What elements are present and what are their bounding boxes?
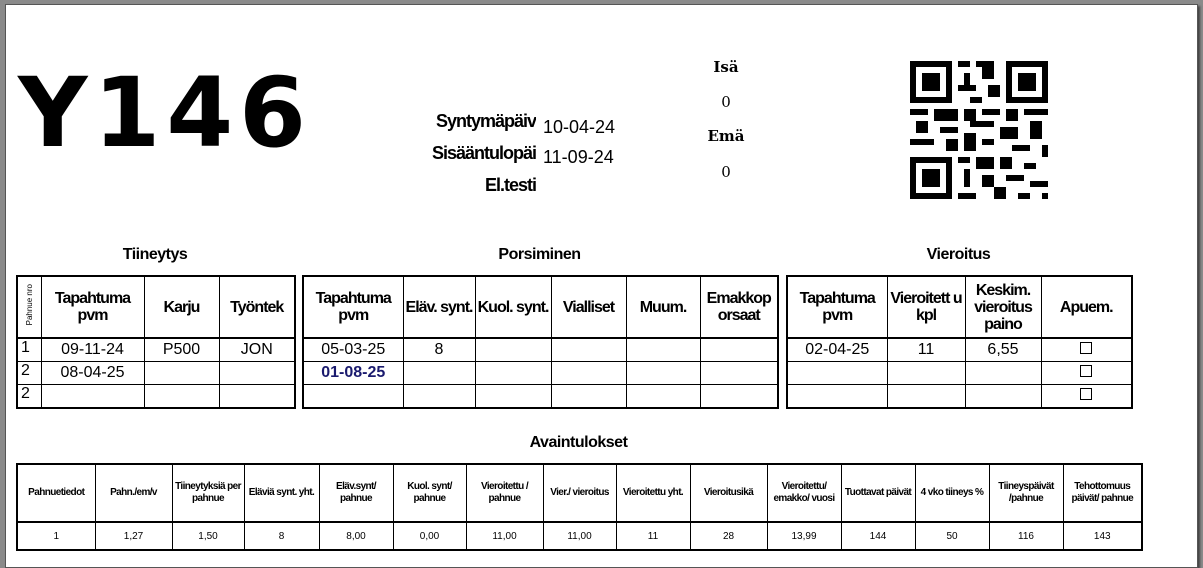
- col-weaned-total: Vieroitettu yht.: [616, 464, 690, 522]
- mummies-cell: [626, 362, 700, 385]
- count-cell: [887, 385, 965, 409]
- birth-date-value: 10-04-24: [543, 117, 616, 137]
- section-mating-title: Tiineytys: [122, 246, 188, 263]
- col-weaning-age: Vieroitusikä: [690, 464, 767, 522]
- father-label: Isä: [713, 58, 739, 76]
- defects-cell: [551, 362, 626, 385]
- table-row: [787, 362, 1132, 385]
- nurse-checkbox[interactable]: [1080, 365, 1092, 377]
- col-worker: Työntek: [219, 276, 295, 338]
- value-cell: 8: [244, 522, 319, 550]
- col-parity: Pahnue nro: [17, 276, 41, 338]
- value-cell: 144: [841, 522, 915, 550]
- col-4wk-pregnancy: 4 vko tiineys %: [915, 464, 989, 522]
- col-sow-piglets: Emakkop orsaat: [700, 276, 778, 338]
- boar-cell: P500: [144, 338, 219, 362]
- weight-cell: [965, 385, 1041, 409]
- nurse-checkbox[interactable]: [1080, 388, 1092, 400]
- boar-cell: [144, 362, 219, 385]
- value-cell: 0,00: [393, 522, 466, 550]
- col-litters-per-sow-year: Pahn./em/v: [95, 464, 172, 522]
- date-cell: [303, 385, 403, 409]
- col-date: Tapahtuma pvm: [41, 276, 144, 338]
- mating-table: [16, 275, 296, 409]
- sow-piglets-cell: [700, 338, 778, 362]
- value-cell: 50: [915, 522, 989, 550]
- sow-piglets-cell: [700, 385, 778, 409]
- qr-code-icon: [910, 61, 1048, 199]
- col-avg-weight: Keskim. vieroitus paino: [965, 276, 1041, 338]
- table-row: [303, 385, 778, 409]
- value-cell: 1,50: [172, 522, 244, 550]
- col-nurse-sow: Apuem.: [1041, 276, 1132, 338]
- table-row: [17, 362, 295, 385]
- defects-cell: [551, 338, 626, 362]
- parity-cell: 1: [17, 338, 41, 362]
- nurse-cell: [1041, 385, 1132, 409]
- col-weaned-per-sow-year: Vieroitettu/ emakko/ vuosi: [767, 464, 841, 522]
- live-cell: [403, 362, 475, 385]
- date-cell: 02-04-25: [787, 338, 887, 362]
- date-cell: [787, 385, 887, 409]
- weight-cell: [965, 362, 1041, 385]
- boar-cell: [144, 385, 219, 409]
- el-test-label: El.testi: [484, 175, 536, 195]
- table-row: [303, 338, 778, 362]
- parity-cell: 2: [17, 362, 41, 385]
- value-cell: 8,00: [319, 522, 393, 550]
- date-cell: 08-04-25: [41, 362, 144, 385]
- col-matings-per-litter: Tiineytyksiä per pahnue: [172, 464, 244, 522]
- value-cell: 116: [989, 522, 1063, 550]
- col-weaned-per-weaning: Vier./ vieroitus: [543, 464, 616, 522]
- col-date: Tapahtuma pvm: [303, 276, 403, 338]
- date-cell: 05-03-25: [303, 338, 403, 362]
- date-cell: [787, 362, 887, 385]
- dead-cell: [475, 338, 551, 362]
- sow-card: [5, 4, 1198, 568]
- col-litter-info: Pahnuetiedot: [17, 464, 95, 522]
- value-cell: 143: [1063, 522, 1142, 550]
- table-row: [787, 385, 1132, 409]
- date-cell: 09-11-24: [41, 338, 144, 362]
- section-key-results-title: Avaintulokset: [529, 434, 628, 451]
- value-cell: 1,27: [95, 522, 172, 550]
- arrival-date-label: Sisääntulopäi: [431, 143, 536, 163]
- col-dead-born: Kuol. synt.: [475, 276, 551, 338]
- defects-cell: [551, 385, 626, 409]
- birth-date-label: Syntymäpäiv: [435, 111, 536, 131]
- section-farrowing-title: Porsiminen: [498, 246, 581, 263]
- mummies-cell: [626, 338, 700, 362]
- live-cell: [403, 385, 475, 409]
- mummies-cell: [626, 385, 700, 409]
- nurse-cell: [1041, 362, 1132, 385]
- farrowing-table: [302, 275, 779, 409]
- col-nonproductive-days: Tehottomuus päivät/ pahnue: [1063, 464, 1142, 522]
- col-mummies: Muum.: [626, 276, 700, 338]
- father-value: 0: [721, 93, 731, 111]
- date-cell: [41, 385, 144, 409]
- dead-cell: [475, 385, 551, 409]
- table-row: [17, 338, 295, 362]
- col-weaned-per-litter: Vieroitettu / pahnue: [466, 464, 543, 522]
- col-productive-days: Tuottavat päivät: [841, 464, 915, 522]
- col-date: Tapahtuma pvm: [787, 276, 887, 338]
- sow-id: Y146: [18, 57, 312, 169]
- count-cell: [887, 362, 965, 385]
- col-defects: Vialliset: [551, 276, 626, 338]
- value-cell: 1: [17, 522, 95, 550]
- col-dead-born-per-litter: Kuol. synt/ pahnue: [393, 464, 466, 522]
- date-cell: 01-08-25: [303, 362, 403, 385]
- worker-cell: [219, 362, 295, 385]
- worker-cell: JON: [219, 338, 295, 362]
- value-cell: 13,99: [767, 522, 841, 550]
- value-cell: 11,00: [543, 522, 616, 550]
- live-cell: 8: [403, 338, 475, 362]
- section-weaning-title: Vieroitus: [926, 246, 991, 263]
- weight-cell: 6,55: [965, 338, 1041, 362]
- worker-cell: [219, 385, 295, 409]
- mother-label: Emä: [707, 127, 745, 145]
- dead-cell: [475, 362, 551, 385]
- col-live-born: Eläv. synt.: [403, 276, 475, 338]
- nurse-cell: [1041, 338, 1132, 362]
- parity-cell: 2: [17, 385, 41, 409]
- nurse-checkbox[interactable]: [1080, 342, 1092, 354]
- table-row: [303, 362, 778, 385]
- mother-value: 0: [721, 163, 731, 181]
- arrival-date-value: 11-09-24: [543, 147, 614, 167]
- col-boar: Karju: [144, 276, 219, 338]
- weaning-table: [786, 275, 1133, 409]
- table-row: [17, 522, 1142, 550]
- count-cell: 11: [887, 338, 965, 362]
- col-pregnancy-days: Tiineyspäivät /pahnue: [989, 464, 1063, 522]
- table-row: [17, 385, 295, 409]
- col-live-born-per-litter: Eläv.synt/ pahnue: [319, 464, 393, 522]
- key-results-table: [16, 463, 1143, 551]
- col-weaned-count: Vieroitett u kpl: [887, 276, 965, 338]
- value-cell: 11: [616, 522, 690, 550]
- value-cell: 11,00: [466, 522, 543, 550]
- value-cell: 28: [690, 522, 767, 550]
- table-row: [787, 338, 1132, 362]
- col-live-born-total: Eläviä synt. yht.: [244, 464, 319, 522]
- sow-piglets-cell: [700, 362, 778, 385]
